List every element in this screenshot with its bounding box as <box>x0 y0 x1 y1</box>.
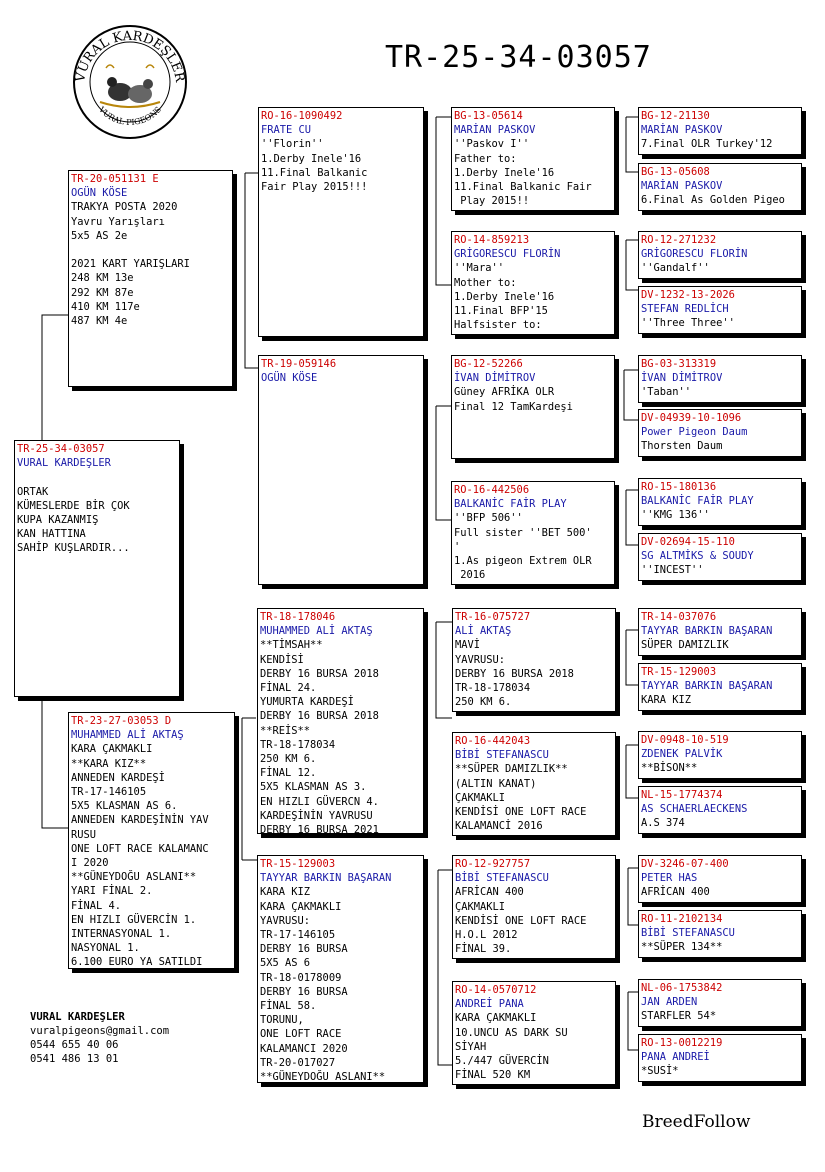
info-line: SÜPER DAMIZLIK <box>641 639 729 652</box>
info-line: KALAMANCİ 2016 <box>455 820 543 833</box>
ring-number: RO-11-2102134 <box>641 913 723 925</box>
pedigree-card-g6[interactable] <box>638 409 802 457</box>
ring-number: BG-03-313319 <box>641 358 717 370</box>
info-line: EN HIZLI GÜVERCİN 1. <box>71 913 197 926</box>
info-line: TORUNU, <box>260 1014 304 1027</box>
owner-name: OGÜN KÖSE <box>261 372 318 385</box>
owner-name: TAYYAR BARKIN BAŞARAN <box>641 625 773 638</box>
owner-name: PETER HAS <box>641 872 698 885</box>
info-line: KARA ÇAKMAKLI <box>260 900 342 913</box>
info-line: TR-18-178034 <box>260 738 336 751</box>
info-line: **SÜPER DAMIZLIK** <box>455 763 568 776</box>
info-line: 5X5 KLASMAN AS 6. <box>71 800 178 813</box>
info-line: KALAMANCI 2020 <box>260 1042 348 1055</box>
ring-number: RO-14-859213 <box>454 234 530 246</box>
info-line: ONE LOFT RACE KALAMANC <box>71 842 209 855</box>
info-line: Thorsten Daum <box>641 440 723 453</box>
info-line: *SUSİ* <box>641 1065 679 1078</box>
owner-name: İVAN DİMİTROV <box>454 372 536 385</box>
info-line: DERBY 16 BURSA 2018 <box>455 667 574 680</box>
info-line: DERBY 16 BURSA <box>260 985 348 998</box>
ring-number: DV-1232-13-2026 <box>641 289 735 301</box>
info-line: Final 12 TamKardeşi <box>454 400 573 413</box>
ring-number: DV-02694-15-110 <box>641 536 735 548</box>
owner-name: BİBİ STEFANASCU <box>641 927 735 940</box>
pedigree-card-dss[interactable] <box>452 608 616 712</box>
ring-number: NL-15-1774374 <box>641 789 723 801</box>
pedigree-card-sire-dam[interactable] <box>258 355 424 585</box>
info-line: ÇAKMAKLI <box>455 900 506 913</box>
pedigree-card-g1[interactable] <box>638 107 802 155</box>
info-line: MAVİ <box>455 639 481 652</box>
info-line: Mother to: <box>454 276 517 289</box>
ring-number: BG-12-21130 <box>641 110 710 122</box>
pedigree-card-sire[interactable] <box>68 170 233 387</box>
owner-name: İVAN DİMİTROV <box>641 372 723 385</box>
svg-text:VURAL PIGEONS: VURAL PIGEONS <box>96 105 164 127</box>
info-line: **REİS** <box>260 724 311 737</box>
info-line: RUSU <box>71 828 97 841</box>
info-line: ANNEDEN KARDEŞİNİN YAV <box>71 814 209 827</box>
info-line: TR-18-0178009 <box>260 971 342 984</box>
info-line: 248 KM 13e <box>71 272 134 285</box>
info-line: Father to: <box>454 152 517 165</box>
owner-name: FRATE CU <box>261 124 312 137</box>
info-line: H.O.L 2012 <box>455 929 518 942</box>
info-line: 7.Final OLR Turkey'12 <box>641 138 773 151</box>
info-line <box>71 243 230 257</box>
info-line: DERBY 16 BURSA 2018 <box>260 667 379 680</box>
info-line: SAHİP KUŞLARDIR... <box>17 542 130 555</box>
info-line: **SÜPER 134** <box>641 941 723 954</box>
owner-name: JAN ARDEN <box>641 996 698 1009</box>
info-line: ''Florin'' <box>261 138 324 151</box>
owner-name: SG ALTMİKS & SOUDY <box>641 550 754 563</box>
pedigree-card-dds[interactable] <box>452 855 616 959</box>
pedigree-title: TR-25-34-03057 <box>385 40 652 75</box>
ring-number: TR-14-037076 <box>641 611 717 623</box>
ring-number: DV-0948-10-519 <box>641 734 729 746</box>
pedigree-card-g16[interactable] <box>638 1034 802 1082</box>
owner-name: STEFAN REDLİCH <box>641 303 729 316</box>
info-line: 11.Final Balkanic <box>261 166 368 179</box>
ring-number: TR-18-178046 <box>260 611 336 623</box>
info-line: 410 KM 117e <box>71 300 140 313</box>
info-line: TR-20-017027 <box>260 1056 336 1069</box>
ring-number: RO-13-0012219 <box>641 1037 723 1049</box>
info-line: **GÜNEYDOĞU ASLANI** <box>71 871 197 884</box>
pedigree-card-g10[interactable] <box>638 663 802 711</box>
owner-name: PANA ANDREİ <box>641 1051 710 1064</box>
pedigree-card-g9[interactable] <box>638 608 802 656</box>
info-line: INTERNASYONAL 1. <box>71 928 172 941</box>
info-line: KÜMESLERDE BİR ÇOK <box>17 499 130 512</box>
info-line: KARA KIZ <box>641 694 692 707</box>
pedigree-card-g15[interactable] <box>638 979 802 1027</box>
info-line: 292 KM 87e <box>71 286 134 299</box>
info-line: YARI FİNAL 2. <box>71 885 153 898</box>
pedigree-card-g7[interactable] <box>638 478 802 526</box>
contact-phone-1[interactable]: 0544 655 40 06 <box>30 1039 119 1051</box>
info-line: FİNAL 4. <box>71 899 122 912</box>
info-line: AFRİCAN 400 <box>455 886 524 899</box>
ring-number: TR-25-34-03057 <box>17 443 105 455</box>
pedigree-card-g12[interactable] <box>638 786 802 834</box>
info-line: KARA KIZ <box>260 886 311 899</box>
owner-name: TAYYAR BARKIN BAŞARAN <box>641 680 773 693</box>
ring-number: DV-04939-10-1096 <box>641 412 742 424</box>
owner-name: TAYYAR BARKIN BAŞARAN <box>260 872 392 885</box>
owner-name: MUHAMMED ALİ AKTAŞ <box>260 625 373 638</box>
owner-name: BİBİ STEFANASCU <box>455 749 549 762</box>
owner-name: BALKANİC FAİR PLAY <box>641 495 754 508</box>
ring-number: RO-15-180136 <box>641 481 717 493</box>
info-line: 1.Derby Inele'16 <box>454 290 555 303</box>
info-line: DERBY 16 BURSA 2021 <box>260 824 379 834</box>
owner-name: OGÜN KÖSE <box>71 187 128 200</box>
info-line: FİNAL 24. <box>260 682 317 695</box>
info-line: KUPA KAZANMIŞ <box>17 514 99 526</box>
info-line: Fair Play 2015!!! <box>261 181 368 194</box>
info-line: Yavru Yarışları <box>71 215 165 228</box>
info-line: 1.Derby Inele'16 <box>454 166 555 179</box>
info-line: FİNAL 58. <box>260 1000 317 1013</box>
pedigree-card-sds[interactable] <box>451 355 615 459</box>
pedigree-card-g5[interactable] <box>638 355 802 403</box>
breedfollow-brand: BreedFollow <box>642 1112 751 1132</box>
info-line: Play 2015!! <box>454 195 530 208</box>
pedigree-card-sdd[interactable] <box>451 481 615 585</box>
owner-name: MUHAMMED ALİ AKTAŞ <box>71 729 184 742</box>
info-line: 5X5 KLASMAN AS 3. <box>260 781 367 794</box>
pedigree-card-g14[interactable] <box>638 910 802 958</box>
info-line: ''Three Three'' <box>641 317 735 330</box>
info-line: FİNAL 12. <box>260 767 317 780</box>
info-line: A.S 374 <box>641 817 685 830</box>
pedigree-card-ssd[interactable] <box>451 231 615 335</box>
info-line: TR-17-146105 <box>71 786 147 799</box>
pedigree-card-sss[interactable] <box>451 107 615 211</box>
info-line: **BİSON** <box>641 762 698 775</box>
info-line: ANNEDEN KARDEŞİ <box>71 771 165 784</box>
ring-number: RO-12-271232 <box>641 234 717 246</box>
info-line: KENDİSİ <box>260 653 304 666</box>
owner-name: ALİ AKTAŞ <box>455 625 512 638</box>
info-line: ''KMG 136'' <box>641 509 710 522</box>
pedigree-card-dam-dam[interactable] <box>257 855 424 1083</box>
info-line: ''INCEST'' <box>641 564 704 577</box>
info-line: 487 KM 4e <box>71 315 128 328</box>
info-line: 5X5 AS 6 <box>260 957 311 970</box>
info-line: 1.As pigeon Extrem OLR <box>454 555 592 568</box>
info-line: KARA ÇAKMAKLI <box>71 743 153 756</box>
contact-phone-2[interactable]: 0541 486 13 01 <box>30 1053 119 1065</box>
info-line: FİNAL 39. <box>455 943 512 956</box>
info-line: 11.Final BFP'15 <box>454 305 548 318</box>
owner-name: MARİAN PASKOV <box>641 124 723 137</box>
ring-number: TR-20-051131 E <box>71 173 159 185</box>
ring-number: TR-23-27-03053 D <box>71 715 172 727</box>
pedigree-card-g13[interactable] <box>638 855 802 903</box>
info-line: Halfsister to: <box>454 319 542 332</box>
info-line <box>17 470 177 484</box>
info-line: 6.100 EURO YA SATILDI <box>71 956 203 969</box>
info-line: ''Paskov I'' <box>454 138 530 151</box>
info-line: KENDİSİ ONE LOFT RACE <box>455 914 587 927</box>
info-line: STARFLER 54* <box>641 1010 717 1023</box>
info-line: **KARA KIZ** <box>71 757 147 770</box>
info-line: ''Mara'' <box>454 262 505 275</box>
ring-number: TR-16-075727 <box>455 611 531 623</box>
owner-name: ANDREİ PANA <box>455 998 524 1011</box>
info-line: AFRİCAN 400 <box>641 886 710 899</box>
owner-name: VURAL KARDEŞLER <box>17 457 111 470</box>
info-line: EN HIZLI GÜVERCN 4. <box>260 795 379 808</box>
info-line: KAN HATTINA <box>17 528 86 541</box>
info-line: 5x5 AS 2e <box>71 229 128 242</box>
info-line: (ALTIN KANAT) <box>455 777 537 790</box>
info-line: 250 KM 6. <box>455 696 512 709</box>
ring-number: RO-16-1090492 <box>261 110 343 122</box>
info-line: 2021 KART YARIŞLARI <box>71 258 190 271</box>
info-line: ÇAKMAKLI <box>455 791 506 804</box>
pedigree-card-g8[interactable] <box>638 533 802 581</box>
ring-number: NL-06-1753842 <box>641 982 723 994</box>
info-line: 6.Final As Golden Pigeo <box>641 194 785 207</box>
info-line: TR-17-146105 <box>260 929 336 942</box>
info-line: YAVRUSU: <box>455 653 506 666</box>
ring-number: BG-13-05608 <box>641 166 710 178</box>
info-line: 250 KM 6. <box>260 753 317 766</box>
info-line: Full sister ''BET 500' <box>454 526 592 539</box>
info-line: DERBY 16 BURSA <box>260 943 348 956</box>
svg-text:VURAL KARDEŞLER: VURAL KARDEŞLER <box>73 28 187 84</box>
owner-name: MARİAN PASKOV <box>641 180 723 193</box>
info-line: 1.Derby Inele'16 <box>261 152 362 165</box>
ring-number: RO-12-927757 <box>455 858 531 870</box>
info-line: 11.Final Balkanic Fair <box>454 181 592 194</box>
info-line: YAVRUSU: <box>260 914 311 927</box>
info-line: **TİMSAH** <box>260 639 323 652</box>
info-line: KENDİSİ ONE LOFT RACE <box>455 806 587 819</box>
info-line: ''Gandalf'' <box>641 262 710 275</box>
info-line: ORTAK <box>17 485 49 498</box>
owner-name: GRİGORESCU FLORİN <box>641 248 748 261</box>
pedigree-card-g4[interactable] <box>638 286 802 334</box>
info-line: ONE LOFT RACE <box>260 1028 342 1041</box>
pedigree-card-g3[interactable] <box>638 231 802 279</box>
owner-name: AS SCHAERLAECKENS <box>641 803 748 816</box>
owner-name: ZDENEK PALVİK <box>641 748 723 761</box>
ring-number: DV-3246-07-400 <box>641 858 729 870</box>
info-line: 'Taban'' <box>641 386 692 399</box>
info-line: ''BFP 506'' <box>454 512 523 525</box>
info-line: FİNAL 520 KM <box>455 1069 531 1082</box>
ring-number: BG-13-05614 <box>454 110 523 122</box>
owner-name: Power Pigeon Daum <box>641 426 748 439</box>
ring-number: RO-16-442043 <box>455 735 531 747</box>
info-line: DERBY 16 BURSA 2018 <box>260 710 379 723</box>
owner-name: MARİAN PASKOV <box>454 124 536 137</box>
pedigree-card-subject[interactable] <box>14 440 180 697</box>
pedigree-card-ddd[interactable] <box>452 981 616 1085</box>
pedigree-card-dam-sire[interactable] <box>257 608 424 834</box>
ring-number: TR-15-129003 <box>260 858 336 870</box>
contact-name: VURAL KARDEŞLER <box>30 1011 125 1023</box>
pedigree-card-dsd[interactable] <box>452 732 616 836</box>
info-line: TRAKYA POSTA 2020 <box>71 201 178 214</box>
owner-name: GRİGORESCU FLORİN <box>454 248 561 261</box>
info-line: 5./447 GÜVERCİN <box>455 1055 549 1068</box>
pedigree-card-g2[interactable] <box>638 163 802 211</box>
info-line: SİYAH <box>455 1040 487 1053</box>
info-line: TR-18-178034 <box>455 682 531 695</box>
pedigree-card-sire-sire[interactable] <box>258 107 424 337</box>
ring-number: TR-19-059146 <box>261 358 337 370</box>
pedigree-card-g11[interactable] <box>638 731 802 779</box>
pedigree-card-dam[interactable] <box>68 712 235 969</box>
ring-number: BG-12-52266 <box>454 358 523 370</box>
ring-number: RO-14-0570712 <box>455 984 537 996</box>
ring-number: TR-15-129003 <box>641 666 717 678</box>
info-line: Güney AFRİKA OLR <box>454 386 555 399</box>
info-line: I 2020 <box>71 857 109 870</box>
contact-block <box>30 1010 169 1066</box>
info-line: 10.UNCU AS DARK SU <box>455 1026 568 1039</box>
info-line: KARA ÇAKMAKLI <box>455 1012 537 1025</box>
owner-name: BALKANİC FAİR PLAY <box>454 498 567 511</box>
owner-name: BİBİ STEFANASCU <box>455 872 549 885</box>
info-line: 2016 <box>454 569 486 582</box>
info-line: **GÜNEYDOĞU ASLANI** <box>260 1071 386 1083</box>
info-line: YUMURTA KARDEŞİ <box>260 696 354 709</box>
info-line: ' <box>454 540 461 553</box>
contact-email[interactable]: vuralpigeons@gmail.com <box>30 1025 170 1037</box>
ring-number: RO-16-442506 <box>454 484 530 496</box>
info-line: KARDEŞİNİN YAVRUSU <box>260 809 373 822</box>
info-line: NASYONAL 1. <box>71 942 140 955</box>
